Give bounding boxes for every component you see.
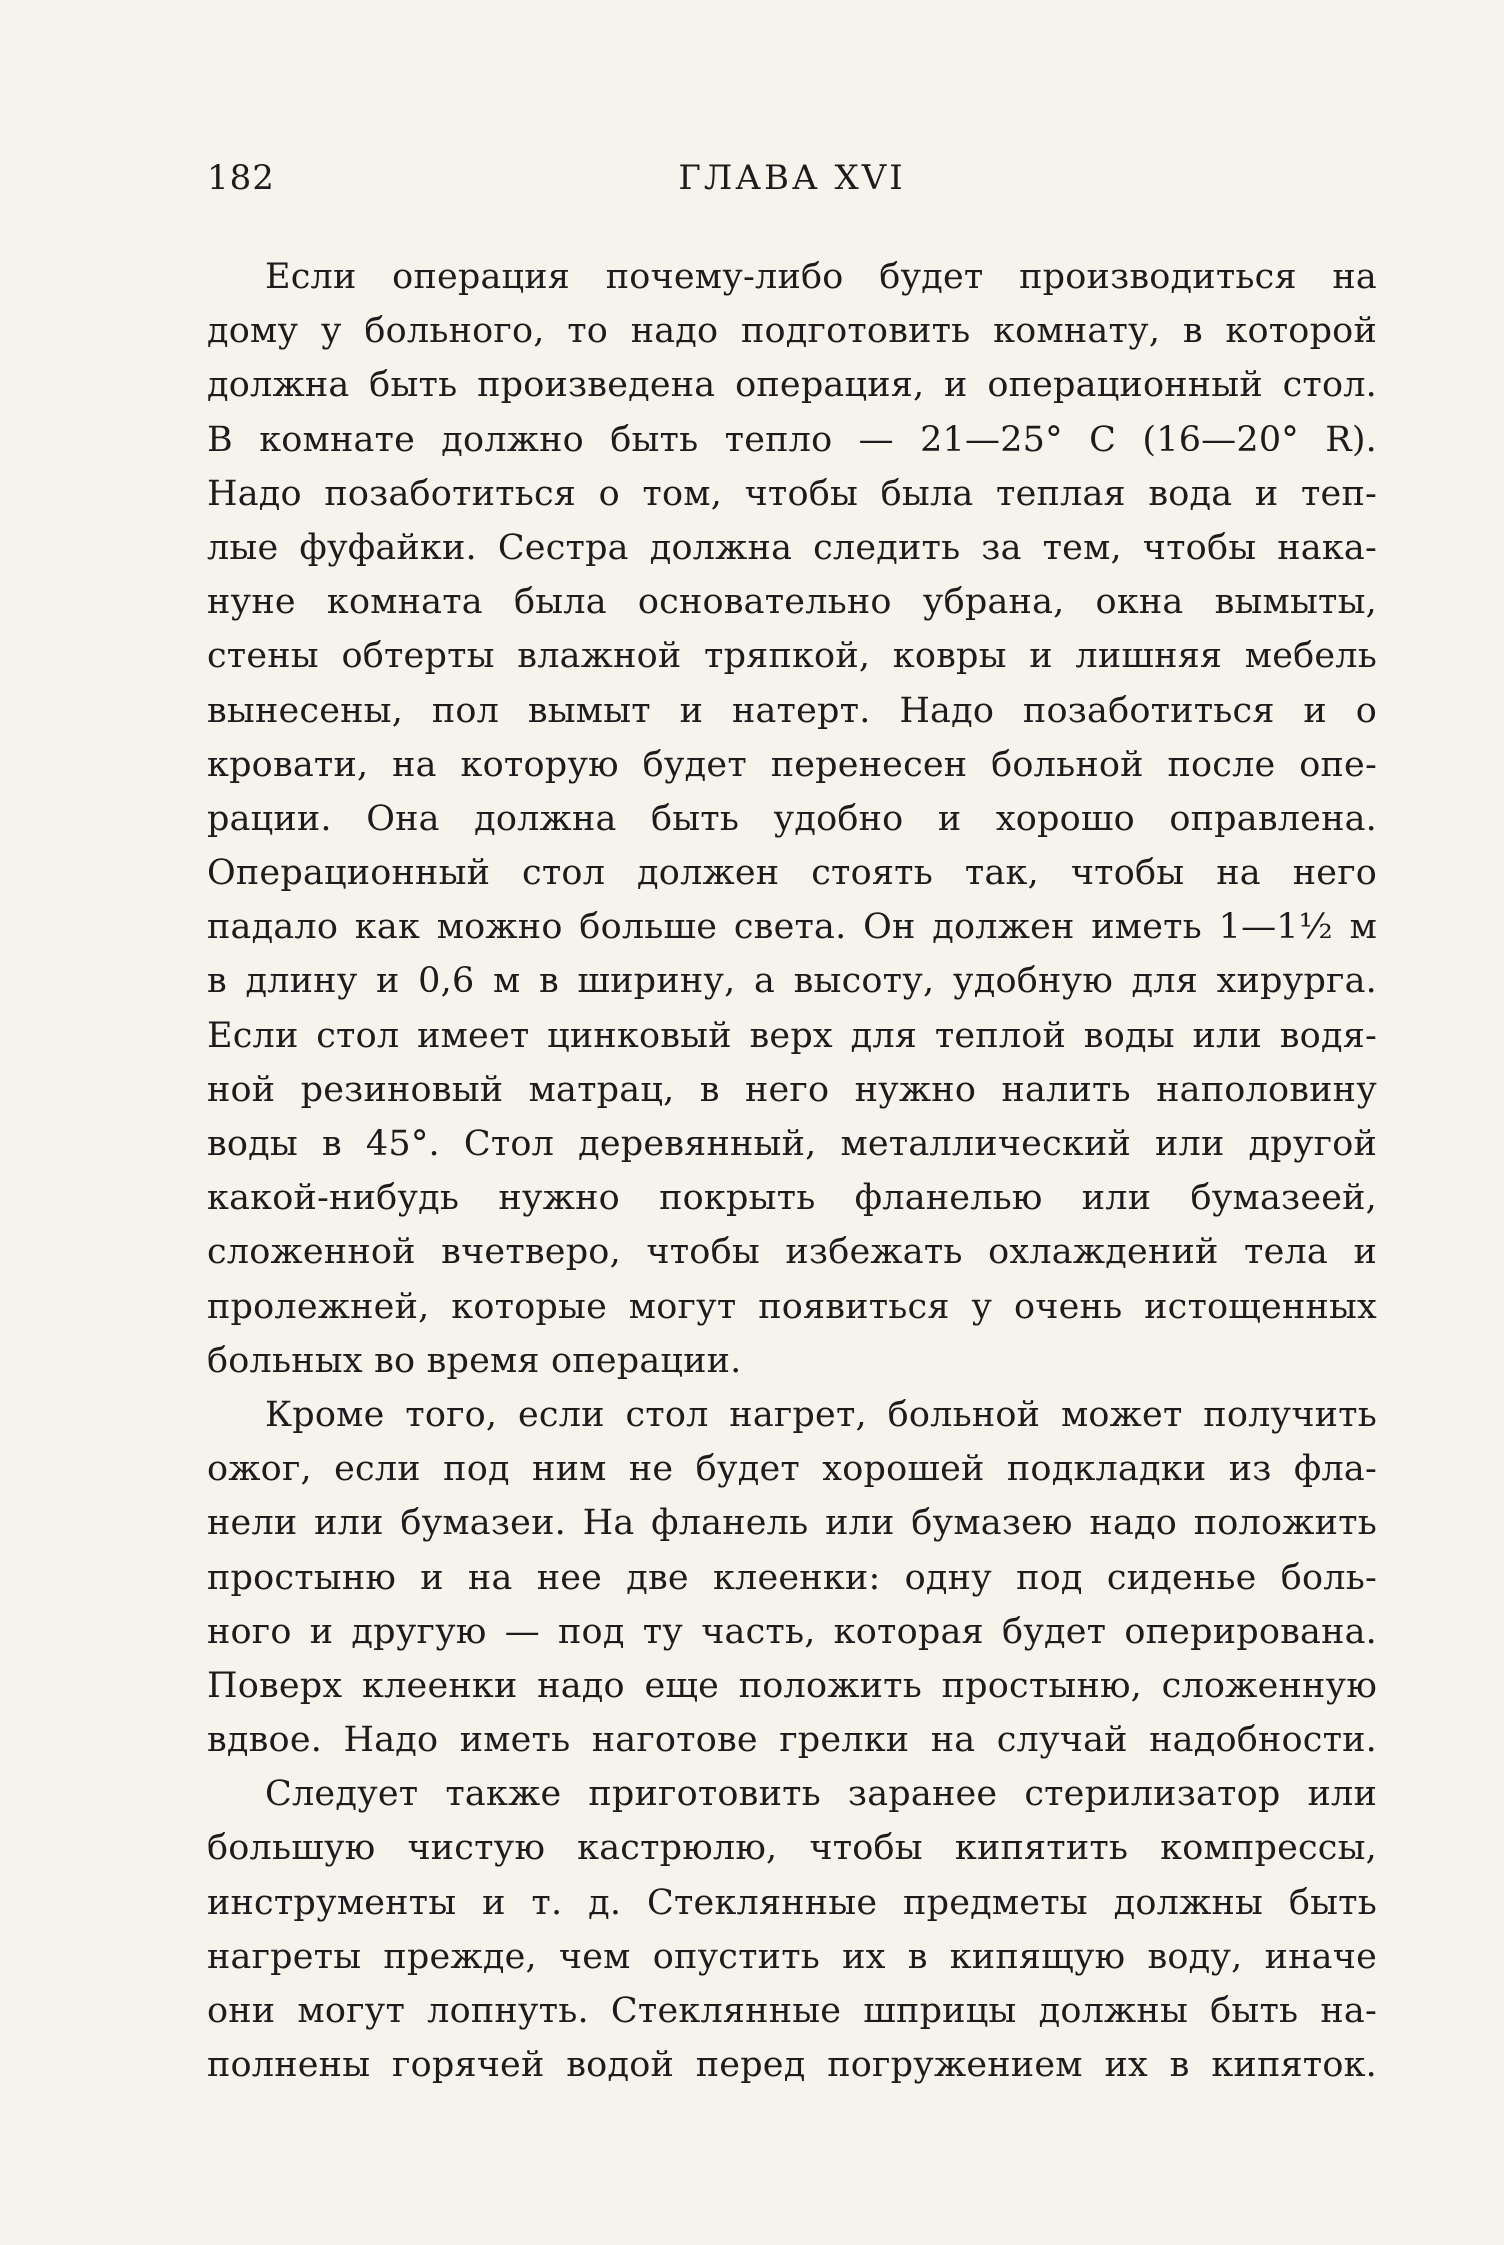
text-line: они могут лопнуть. Стеклянные шприцы должны быть на- — [207, 1991, 1377, 2031]
text-line: нуне комната была основательно убрана, окна вымыты, — [207, 582, 1377, 623]
text-line: нагреты прежде, чем опустить их в кипящую воду, иначе — [207, 1936, 1377, 1977]
text-line: Поверх клеенки надо еще положить простыню, сложенную — [207, 1665, 1377, 1706]
text-line: Если операция почему-либо будет производиться на — [265, 257, 1377, 297]
text-line: вдвое. Надо иметь наготове грелки на случай надобности. — [207, 1720, 1377, 1761]
text-line: полнены горячей водой перед погружением их в кипяток. — [207, 2045, 1377, 2086]
chapter-title: ГЛАВА XVI — [678, 158, 906, 198]
text-line: сложенной вчетверо, чтобы избежать охлаждений тела и — [207, 1232, 1377, 1273]
text-line: большую чистую кастрюлю, чтобы кипятить компрессы, — [207, 1828, 1377, 1869]
text-line: В комнате должно быть тепло — 21—25° С (16—20° R). — [207, 419, 1377, 460]
running-head — [207, 158, 1377, 202]
text-line: Операционный стол должен стоять так, чтобы на него — [207, 853, 1377, 894]
text-line: пролежней, которые могут появиться у очень истощенных — [207, 1286, 1377, 1327]
text-line: вынесены, пол вымыт и натерт. Надо позаботиться и о — [207, 690, 1377, 731]
text-line: должна быть произведена операция, и операционный стол. — [207, 365, 1377, 406]
text-line: Если стол имеет цинковый верх для теплой воды или водя- — [207, 1015, 1377, 1056]
text-line: какой-нибудь нужно покрыть фланелью или бумазеей, — [207, 1178, 1377, 1219]
text-line: кровати, на которую будет перенесен больной после опе- — [207, 744, 1377, 785]
text-line: ожог, если под ним не будет хорошей подкладки из фла- — [207, 1449, 1377, 1490]
text-line: больных во время операции. — [207, 1340, 742, 1381]
text-line: Надо позаботиться о том, чтобы была теплая вода и теп- — [207, 473, 1377, 514]
text-line: воды в 45°. Стол деревянный, металлический или другой — [207, 1124, 1377, 1164]
text-line: стены обтерты влажной тряпкой, ковры и лишняя мебель — [207, 636, 1377, 677]
text-line: нели или бумазеи. На фланель или бумазею надо положить — [207, 1503, 1377, 1544]
text-line: ной резиновый матрац, в него нужно налить наполовину — [207, 1069, 1377, 1110]
text-line: Следует также приготовить заранее стерилизатор или — [265, 1774, 1377, 1815]
text-line: Кроме того, если стол нагрет, больной может получить — [265, 1394, 1377, 1435]
text-line: рации. Она должна быть удобно и хорошо оправлена. — [207, 798, 1377, 839]
body-text — [207, 250, 1377, 2092]
page-number: 182 — [207, 158, 275, 198]
text-line: дому у больного, то надо подготовить комнату, в которой — [207, 311, 1377, 352]
text-line: лые фуфайки. Сестра должна следить за тем, чтобы нака- — [207, 527, 1377, 568]
text-line: инструменты и т. д. Стеклянные предметы должны быть — [207, 1882, 1377, 1923]
text-line: в длину и 0,6 м в ширину, а высоту, удобную для хирурга. — [207, 961, 1377, 1002]
text-line: падало как можно больше света. Он должен иметь 1—1½ м — [207, 907, 1377, 948]
text-line: простыню и на нее две клеенки: одну под сиденье боль- — [207, 1557, 1377, 1598]
text-line: ного и другую — под ту часть, которая будет оперирована. — [207, 1611, 1377, 1652]
